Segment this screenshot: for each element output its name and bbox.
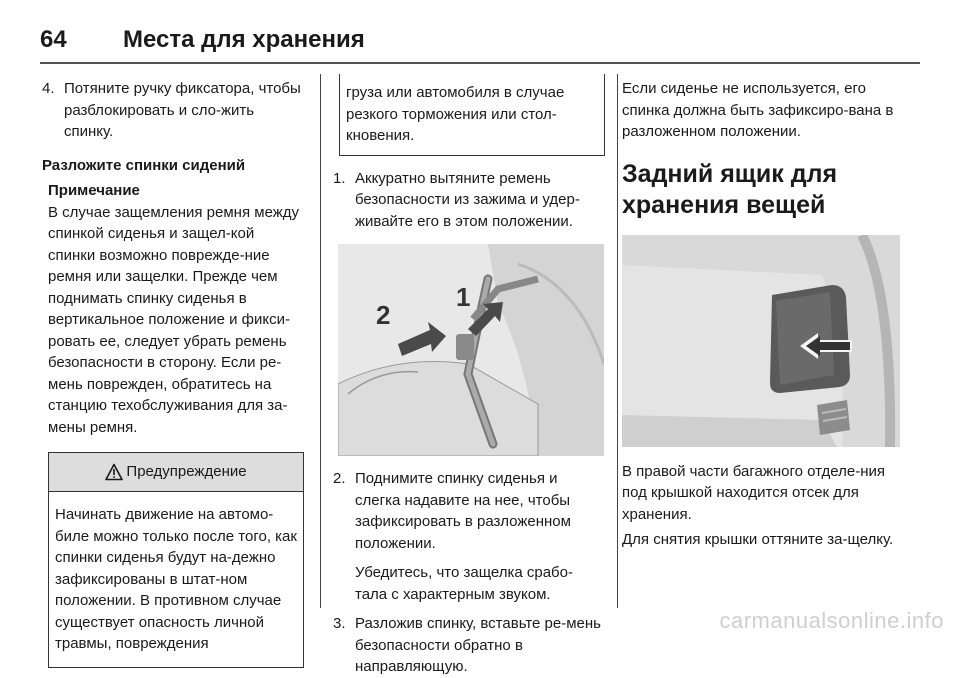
callout-2-label: 2: [376, 300, 391, 330]
site-watermark: carmanualsonline.info: [719, 608, 944, 633]
warning-box: [48, 452, 304, 668]
note-text: В случае защемления ремня между спинкой сиденья и защел-кой спинки возможно поврежде-ние ремня или защелки. Прежде чем поднимать спинку сиденья в вертикальное положение и фикси-ровать ее, следует убрать ремень безопасности в сторону. Если ре-мень поврежден, обратитесь на станцию техобслуживания для за-мены ремня.: [48, 203, 300, 436]
warning-triangle-icon: [105, 463, 123, 481]
note-title: Примечание: [48, 182, 140, 199]
column-right: [622, 78, 907, 551]
warning-title: Предупреждение: [126, 463, 247, 481]
step-text: Разложив спинку, вставьте ре-мень безопасности обратно в направляющую.: [355, 615, 601, 675]
step-number: 4.: [42, 80, 55, 97]
column-middle: [333, 78, 605, 678]
callout-1-label: 1: [456, 282, 471, 312]
section-heading: Задний ящик для хранения вещей: [622, 159, 838, 219]
warning-continuation-text: груза или автомобиля в случае резкого торможения или стол-кновения.: [346, 84, 565, 144]
step-number: 3.: [333, 615, 346, 632]
step-2: [333, 468, 605, 554]
paragraph-1: В правой части багажного отделе-ния под крышкой находится отсек для хранения.: [622, 462, 885, 523]
section-subheading: Разложите спинки сидений: [42, 156, 246, 174]
page-header: [40, 10, 920, 62]
step-3: [333, 613, 605, 678]
page-number: 64: [40, 26, 67, 53]
page-title: Места для хранения: [123, 26, 365, 53]
column-left: [42, 78, 304, 668]
step-text: Убедитесь, что защелка срабо-тала с характерным звуком.: [355, 564, 573, 603]
seatbelt-illustration: [338, 244, 604, 456]
header-divider: [40, 62, 920, 64]
column-divider-2: [617, 74, 618, 608]
intro-paragraph: Если сиденье не используется, его спинка должна быть зафиксиро-вана в разложенном положении.: [622, 80, 894, 140]
step-number: 1.: [333, 169, 346, 187]
step-text: Поднимите спинку сиденья и слегка надавите на нее, чтобы зафиксировать в разложенном положении.: [355, 470, 571, 552]
step-text: Аккуратно вытяните ремень безопасности из зажима и удер-живайте его в этом положении.: [355, 169, 580, 230]
step-4: [42, 78, 304, 143]
paragraph-2: Для снятия крышки оттяните за-щелку.: [622, 531, 894, 548]
step-number: 2.: [333, 470, 346, 487]
warning-continuation-box: [339, 74, 605, 156]
step-1: [333, 168, 605, 233]
step-text: Потяните ручку фиксатора, чтобы разблокировать и сло-жить спинку.: [64, 80, 301, 140]
warning-text: Начинать движение на автомо-биле можно только после того, как спинки сиденья будут на-дежно зафиксированы в штат-ном положении. В противном случае существует опасность личной травмы, повреждения: [55, 506, 297, 652]
warning-header: [49, 453, 303, 492]
step-2-note: [333, 562, 605, 605]
storage-compartment-illustration: [622, 235, 900, 447]
column-divider-1: [320, 74, 321, 608]
